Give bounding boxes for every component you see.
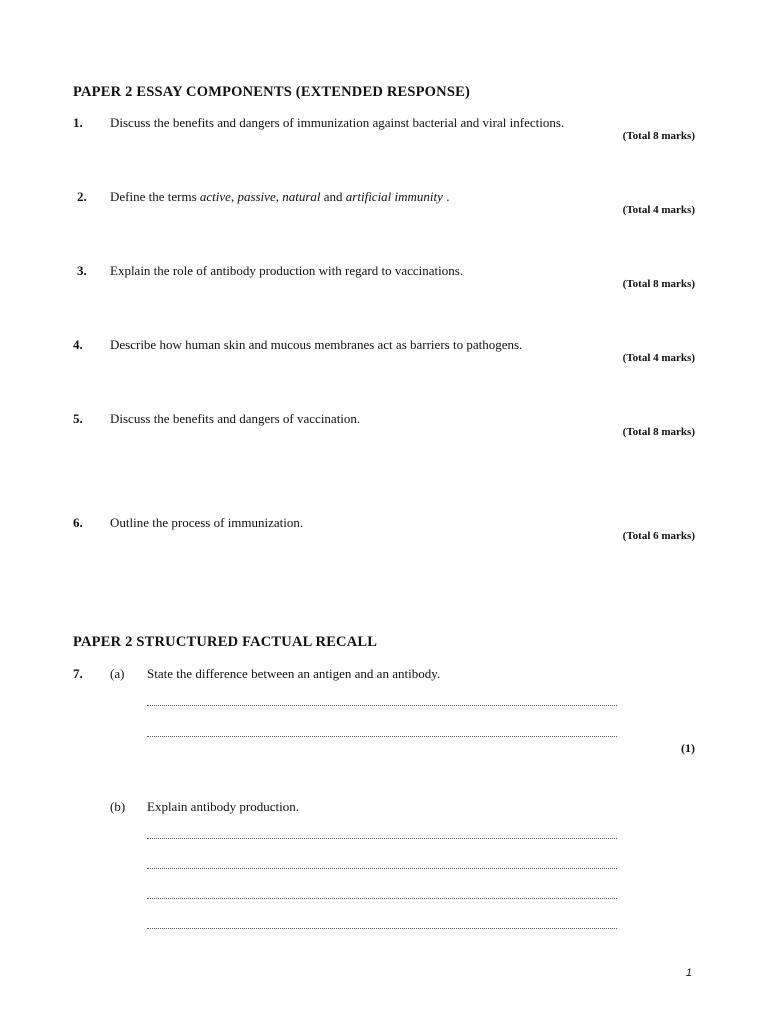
question-text: Explain the role of antibody production with regard to vaccinations. xyxy=(110,263,464,278)
answer-line[interactable] xyxy=(147,705,617,706)
question-text: Describe how human skin and mucous membranes act as barriers to pathogens. xyxy=(110,337,523,352)
question-marks: (Total 4 marks) xyxy=(622,352,695,364)
question-marks: (Total 8 marks) xyxy=(622,278,695,290)
question-marks: (Total 6 marks) xyxy=(622,530,695,542)
term-active: active xyxy=(199,189,231,204)
question-number: 2. xyxy=(77,189,87,204)
page-number: 1 xyxy=(685,967,692,979)
question-number: 6. xyxy=(73,515,83,530)
term-natural: natural xyxy=(282,189,321,204)
question-marks: (Total 4 marks) xyxy=(622,204,695,216)
subquestion-text: State the difference between an antigen and an antibody. xyxy=(147,666,441,681)
question-marks: (Total 8 marks) xyxy=(622,130,695,142)
question-number: 1. xyxy=(73,115,83,130)
separator: , xyxy=(275,189,283,204)
question-text-prefix: Define the terms xyxy=(110,189,200,204)
term-artificial-immunity: artificial immunity xyxy=(345,189,443,204)
question-number: 3. xyxy=(77,263,87,278)
subquestion-label: (b) xyxy=(110,799,126,814)
question-text-suffix: . xyxy=(442,189,450,204)
section-heading-essay: PAPER 2 ESSAY COMPONENTS (EXTENDED RESPONSE) xyxy=(73,84,471,100)
question-number: 4. xyxy=(73,337,83,352)
question-text: Discuss the benefits and dangers of vaccination. xyxy=(110,411,361,426)
question-marks: (Total 8 marks) xyxy=(622,426,695,438)
subquestion-label: (a) xyxy=(110,666,125,681)
answer-line[interactable] xyxy=(147,868,617,869)
answer-line[interactable] xyxy=(147,928,617,929)
subquestion-marks: (1) xyxy=(681,741,695,755)
separator: , xyxy=(230,189,238,204)
question-text xyxy=(110,189,449,205)
subquestion-text: Explain antibody production. xyxy=(147,799,300,814)
term-passive: passive xyxy=(237,189,276,204)
question-number: 7. xyxy=(73,666,83,681)
answer-line[interactable] xyxy=(147,736,617,737)
separator: and xyxy=(320,189,346,204)
question-text: Discuss the benefits and dangers of immunization against bacterial and viral infections. xyxy=(110,115,565,130)
question-number: 5. xyxy=(73,411,83,426)
answer-line[interactable] xyxy=(147,898,617,899)
question-text: Outline the process of immunization. xyxy=(110,515,304,530)
answer-line[interactable] xyxy=(147,838,617,839)
section-heading-structured: PAPER 2 STRUCTURED FACTUAL RECALL xyxy=(73,634,378,650)
